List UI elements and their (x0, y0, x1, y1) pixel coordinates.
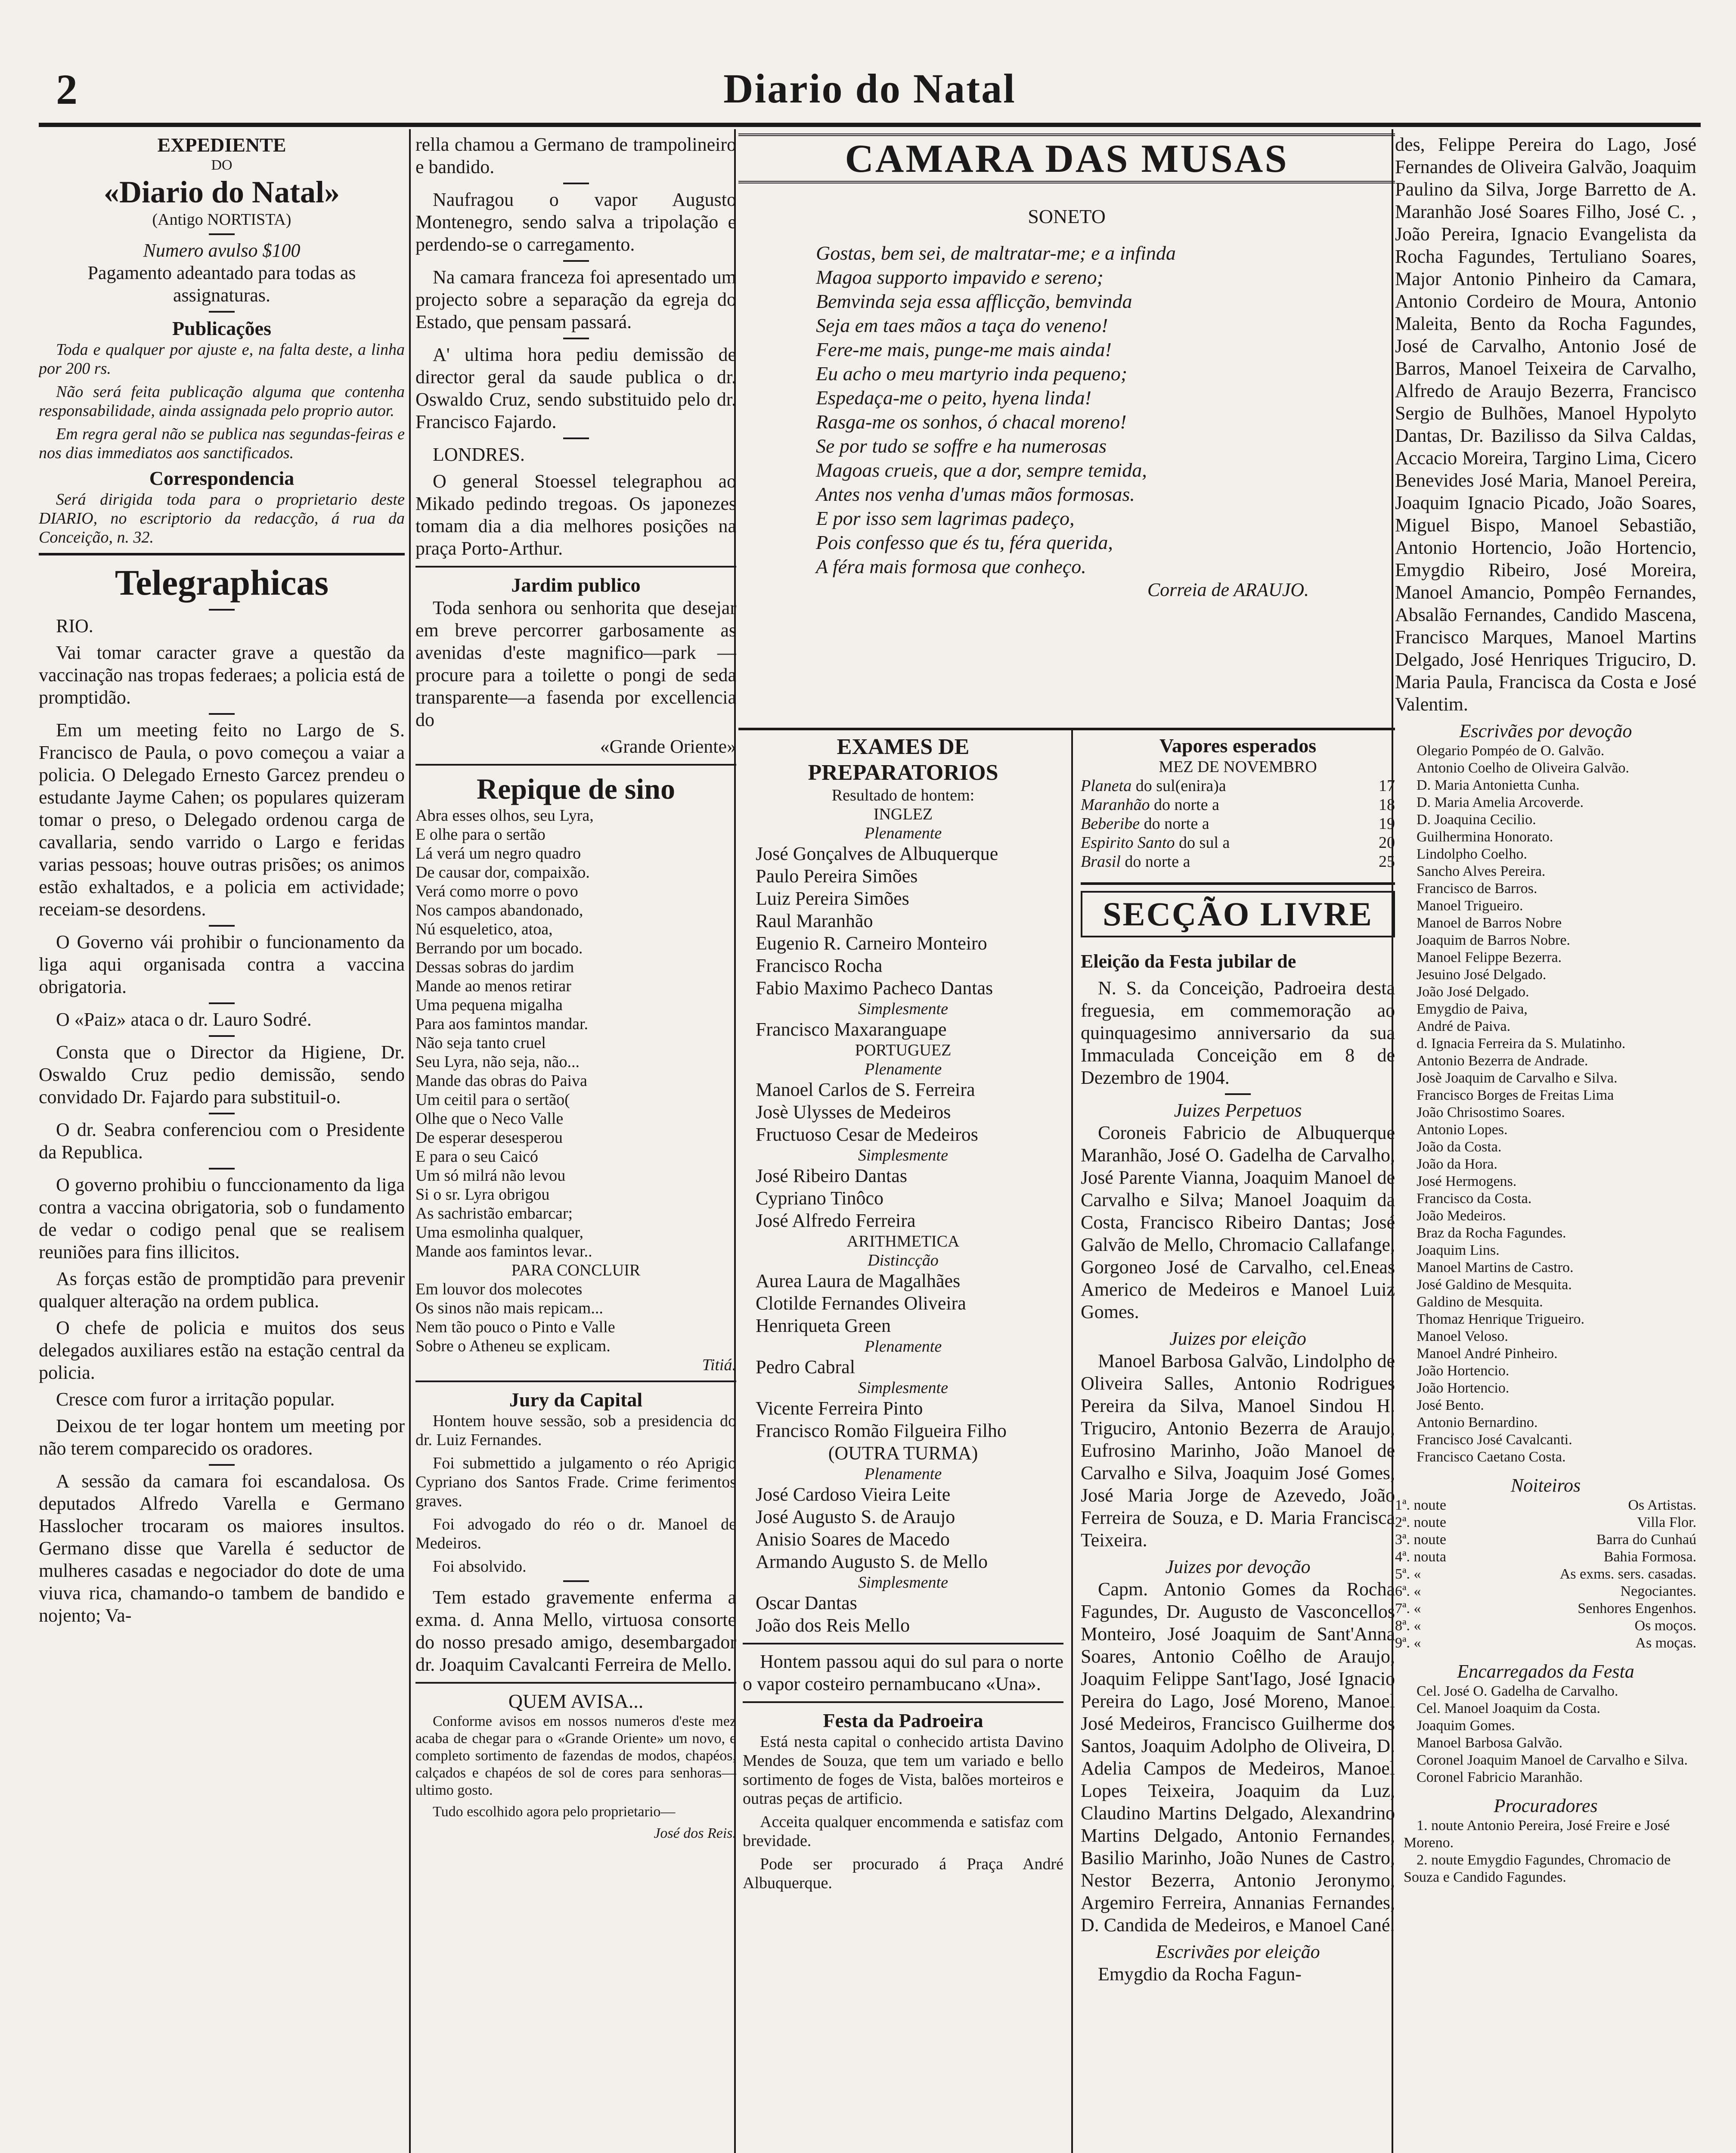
section-rule (415, 1682, 736, 1684)
vapor-ship: Beberibe (1081, 815, 1140, 833)
divider (209, 1464, 235, 1466)
list-item: 2. noute Emygdio Fagundes, Chromacio de Souza e Candido Fagundes. (1404, 1852, 1671, 1885)
column-2 (415, 133, 736, 2153)
column-1 (39, 133, 405, 2153)
list-item: Braz da Rocha Fagundes. (1417, 1225, 1566, 1241)
article-paragraph: Está nesta capital o conhecido artista Davino Mendes de Souza, que tem um variado e bello sortimento de foges de Vista, balões morteiros e outras peças de artificio. (743, 1733, 1063, 1808)
list-item: Manoel Felippe Bezerra. (1417, 949, 1562, 965)
noite-label: 6ª. « (1395, 1583, 1421, 1599)
noiteiros-list (1395, 1497, 1696, 1652)
signature: José dos Reis. (654, 1825, 736, 1841)
divider (209, 609, 235, 611)
list-item: Guilhermina Honorato. (1417, 829, 1553, 845)
subheading: Encarregados da Festa (1457, 1661, 1634, 1682)
list-item: Thomaz Henrique Trigueiro. (1417, 1311, 1584, 1327)
article-paragraph: N. S. da Conceição, Padroeira desta freguesia, em commemoração ao quinquagesimo anniversario da sua Immaculada Conceição em 8 de Dezembro de 1904. (1081, 977, 1395, 1088)
article-paragraph: A sessão da camara foi escandalosa. Os deputados Alfredo Varella e Germano Hasslocher trocaram os maiores insultos. Germano disse que Varella é seductor de mulheres casadas e negociador do dote de uma viuva rica, chamando-o tambem de bandido e nojento; Va- (39, 1470, 405, 1626)
grade-label: Plenamente (864, 824, 942, 842)
list-item: Jesuino José Delgado. (1417, 967, 1547, 983)
article-paragraph: Em um meeting feito no Largo de S. Francisco de Paula, o povo começou a vaiar a policia. O Delegado Ernesto Garcez prendeu o estudante Jayme Cahen; os populares quizeram tomar o preso, o Delegado ordenou carga de cavallaria, sendo varrido o Largo e feridas varias pessoas; houve outras prisões; os animos estão exhaltados, e a policia em actividade; receiam-se desordens. (39, 720, 405, 920)
list-item: Francisco Rocha (756, 955, 883, 976)
list-item: Armando Augusto S. de Mello (756, 1551, 988, 1572)
festa-heading: Festa da Padroeira (823, 1709, 983, 1731)
list-item: Coronel Fabricio Maranhão. (1417, 1769, 1583, 1785)
list-item: João Hortencio. (1417, 1363, 1510, 1379)
list-item: Aurea Laura de Magalhães (756, 1270, 961, 1291)
telegraphicas-heading: Telegraphicas (115, 563, 329, 603)
list-item: Manoel Barbosa Galvão. (1417, 1735, 1562, 1751)
noite-label: 8ª. « (1395, 1618, 1421, 1634)
list-item: Francisco da Costa. (1417, 1191, 1532, 1207)
list-item: Fabio Maximo Pacheco Dantas (756, 977, 993, 999)
list-item: Manoel Martins de Castro. (1417, 1260, 1574, 1275)
antigo-label: (Antigo NORTISTA) (152, 211, 291, 229)
section-rule (415, 1381, 736, 1382)
name-list (743, 1270, 1063, 1337)
poem-stanza: Dessas sobras do jardim Mande ao menos retirar Uma pequena migalha Para aos famintos mandar. (415, 958, 589, 1033)
jury-heading: Jury da Capital (509, 1389, 643, 1411)
vapor-ship: Brasil (1081, 853, 1121, 871)
noiteiro-row (1395, 1531, 1696, 1548)
vapor-route: do norte a (1140, 815, 1209, 833)
list-item: 1. noute Antonio Pereira, José Freire e José Moreno. (1404, 1818, 1670, 1851)
para-concluir: PARA CONCLUIR (511, 1261, 641, 1279)
repique-poem (415, 806, 736, 1374)
list-item: Henriqueta Green (756, 1315, 891, 1336)
divider (209, 713, 235, 715)
mez-label: MEZ DE NOVEMBRO (1159, 758, 1317, 776)
subheading: Juizes por devoção (1165, 1556, 1311, 1577)
numero-avulso: Numero avulso $100 (143, 240, 301, 261)
list-item: João Medeiros. (1417, 1208, 1506, 1224)
article-paragraph: Hontem houve sessão, sob a presidencia do dr. Luiz Fernandes. (415, 1412, 736, 1449)
list-item: Emygdio de Paiva, (1417, 1001, 1528, 1017)
list-item: José Cardoso Vieira Leite (756, 1484, 951, 1505)
noiteiro-row (1395, 1635, 1696, 1652)
column-3b (1081, 734, 1395, 2153)
poem-stanza: Gostas, bem sei, de maltratar-me; e a infinda Magoa supporto impavido e sereno; Bemvinda seja essa afflicção, bemvinda Seja em taes mãos a taça do veneno! (816, 242, 1176, 336)
vapor-name (1081, 776, 1226, 795)
article-paragraph: Capm. Antonio Gomes da Rocha Fagundes, Dr. Augusto de Vasconcellos Monteiro, José Joaquim de Sant'Anna Soares, Antonio Coêlho de Araujo, Joaquim Felippe Sant'Iago, José Ignacio Pereira do Lago, José Moreno, Manoel José Medeiros, Francisco Guilherme dos Santos, Joaquim Adolpho de Oliveira, D. Adelia Campos de Medeiros, Manoel Lopes Teixeira, Joaquim da Luz, Claudino Martins Delgado, Alexandrino Martins Delgado, Antonio Fernandes, Basilio Marinho, João Nunes de Castro, Nestor Bezerra, Antonio Jeronymo, Argemiro Ferreira, Annanias Fernandes, D. Candida de Medeiros, e Manoel Cané. (1081, 1579, 1395, 1936)
article-paragraph: Tudo escolhido agora pelo proprietario— (433, 1804, 676, 1820)
resultado-label: Resultado de hontem: (831, 786, 975, 804)
grade-label: Plenamente (864, 1337, 942, 1356)
list-item: José Bento. (1417, 1397, 1484, 1413)
masthead-rule (39, 123, 1701, 127)
vapor-row (1081, 795, 1395, 814)
section-rule (743, 1701, 1063, 1703)
section-rule (1081, 882, 1395, 885)
divider (209, 311, 235, 313)
list-item: Olegario Pompéo de O. Galvão. (1417, 743, 1605, 759)
subject-label: ARITHMETICA (846, 1232, 960, 1250)
list-item: D. Joaquina Cecilio. (1417, 812, 1536, 828)
divider (563, 1580, 589, 1582)
grade-label: Distincção (868, 1251, 939, 1269)
list-item: Antonio Lopes. (1417, 1122, 1508, 1138)
list-item: Francisco José Cavalcanti. (1417, 1432, 1572, 1448)
noiteiro-name: Villa Flor. (1637, 1514, 1696, 1530)
noiteiro-name: Senhores Engenhos. (1578, 1601, 1696, 1616)
vapor-name (1081, 795, 1219, 814)
noite-label: 2ª. noute (1395, 1514, 1446, 1530)
poem-stanza: Olhe que o Neco Valle De esperar desesperou E para o seu Caicó Um só milrá não levou (415, 1110, 566, 1185)
jardim-heading: Jardim publico (511, 574, 641, 596)
article-paragraph: Acceita qualquer encommenda e satisfaz com brevidade. (743, 1813, 1063, 1850)
vapor-route: do sul a (1175, 834, 1230, 852)
quem-avisa-heading: QUEM AVISA... (508, 1690, 644, 1712)
vapor-row (1081, 833, 1395, 852)
list-item: Pedro Cabral (756, 1356, 855, 1377)
camara-das-musas-heading: CAMARA DAS MUSAS (738, 133, 1395, 183)
section-rule (738, 728, 1395, 730)
list-item: Joaquim Lins. (1417, 1242, 1500, 1258)
column-rule (409, 129, 411, 2153)
divider (209, 1002, 235, 1004)
list-item: José Ribeiro Dantas (756, 1165, 907, 1186)
list-item: Clotilde Fernandes Oliveira (756, 1293, 966, 1314)
divider (1225, 1093, 1251, 1095)
poem-stanza: Verá como morre o povo Nos campos abandonado, Nú esqueletico, atoa, Berrando por um bocado. (415, 882, 583, 957)
name-list (743, 1018, 1063, 1041)
vapor-route: do norte a (1120, 853, 1190, 871)
article-paragraph: rella chamou a Germano de trampolineiro e bandido. (415, 134, 736, 177)
article-paragraph: Consta que o Director da Higiene, Dr. Oswaldo Cruz pedio demissão, sendo convidado Dr. Fajardo para substituil-o. (39, 1042, 405, 1108)
poem-stanza: Se por tudo se soffre e ha numerosas Magoas crueis, que a dor, sempre temida, Antes nos venha d'umas mãos formosas. (816, 435, 1147, 505)
article-paragraph: Na camara franceza foi apresentado um projecto sobre a separação da egreja do Estado, que pensam passará. (415, 267, 736, 332)
noiteiro-row (1395, 1514, 1696, 1531)
article-paragraph: Tem estado gravemente enferma a exma. d. Anna Mello, virtuosa consorte do nosso presado amigo, desembargador dr. Joaquim Cavalcanti Ferreira de Mello. (415, 1587, 736, 1675)
seccao-livre-heading: SECÇÃO LIVRE (1081, 891, 1395, 937)
noiteiro-row (1395, 1548, 1696, 1566)
section-rule (743, 1643, 1063, 1644)
paper-name: «Diario do Natal» (104, 175, 340, 209)
name-list (743, 1079, 1063, 1146)
dateline: LONDRES. (433, 444, 525, 465)
list-item: João Hortencio. (1417, 1380, 1510, 1396)
list-item: Anisio Soares de Macedo (756, 1529, 950, 1550)
list-item: João dos Reis Mello (756, 1615, 910, 1636)
soneto-heading: SONETO (1028, 205, 1106, 227)
vapor-ship: Planeta (1081, 777, 1132, 795)
subject-label: INGLEZ (873, 805, 933, 823)
list-item: Francisco Romão Filgueira Filho (756, 1420, 1007, 1441)
subheading: Escrivães por eleição (1156, 1941, 1320, 1962)
grade-label: Simplesmente (858, 1573, 948, 1591)
vapor-row (1081, 776, 1395, 795)
newspaper-title: Diario do Natal (723, 65, 1016, 112)
page-number: 2 (56, 65, 78, 113)
list-item: D. Maria Amelia Arcoverde. (1417, 794, 1584, 810)
list-item: João Chrisostimo Soares. (1417, 1104, 1565, 1120)
publicacoes-text: Toda e qualquer por ajuste e, na falta deste, a linha por 200 rs. (39, 341, 405, 378)
article-paragraph: Foi submettido a julgamento o réo Aprigio Cypriano dos Santos Frade. Crime ferimentos graves. (415, 1454, 736, 1510)
list-item: Sancho Alves Pereira. (1417, 863, 1546, 879)
divider (209, 925, 235, 927)
noite-label: 7ª. « (1395, 1601, 1421, 1616)
noiteiro-row (1395, 1617, 1696, 1635)
article-paragraph: O Governo vái prohibir o funcionamento da liga aqui organisada contra a vaccina obrigatoria. (39, 931, 405, 997)
subheading: Escrivães por devoção (1459, 720, 1632, 741)
article-paragraph: A' ultima hora pediu demissão de director geral da saude publica o dr. Oswaldo Cruz, sendo substituido pelo dr. Francisco Fajardo. (415, 344, 736, 432)
noiteiro-name: As moças. (1635, 1635, 1696, 1651)
vapor-name (1081, 852, 1190, 871)
grade-label: Simplesmente (858, 1146, 948, 1164)
list-item: D. Maria Antonietta Cunha. (1417, 777, 1580, 793)
article-paragraph: Cresce com furor a irritação popular. (56, 1389, 335, 1410)
noiteiro-row (1395, 1583, 1696, 1600)
noite-label: 3ª. noute (1395, 1532, 1446, 1548)
section-rule (39, 553, 405, 555)
vapor-name (1081, 814, 1209, 833)
name-list (743, 1356, 1063, 1378)
noite-label: 5ª. « (1395, 1566, 1421, 1582)
list-item: Antonio Bezerra de Andrade. (1417, 1053, 1588, 1069)
article-paragraph: O «Paiz» ataca o dr. Lauro Sodré. (56, 1009, 312, 1030)
list-item: Paulo Pereira Simões (756, 866, 918, 887)
poem-stanza: E por isso sem lagrimas padeço, Pois confesso que és tu, féra querida, A féra mais formosa que conheço. (816, 507, 1113, 577)
name-list (743, 1592, 1063, 1637)
correspondencia-heading: Correspondencia (149, 467, 294, 489)
vapor-day: 25 (1379, 853, 1395, 871)
list-item: Manoel André Pinheiro. (1417, 1346, 1558, 1362)
exames-heading: EXAMES DE PREPARATORIOS (808, 735, 998, 785)
masthead (39, 65, 1701, 125)
noiteiro-row (1395, 1600, 1696, 1617)
vapor-day: 19 (1379, 815, 1395, 833)
divider (209, 1113, 235, 1114)
noite-label: 1ª. noute (1395, 1497, 1446, 1513)
list-item: Antonio Bernardino. (1417, 1415, 1538, 1430)
article-paragraph: Foi absolvido. (433, 1557, 527, 1576)
divider (209, 1168, 235, 1170)
divider (209, 233, 235, 235)
vapores-heading: Vapores esperados (1159, 735, 1317, 757)
article-paragraph: O general Stoessel telegraphou ao Mikado pedindo tregoas. Os japonezes tomam dia a dia melhores posições na praça Porto-Arthur. (415, 471, 736, 559)
poem-stanza: Abra esses olhos, seu Lyra, E olhe para o sertão Lá verá um negro quadro De causar dor, compaixão. (415, 807, 594, 881)
list-item: Luiz Pereira Simões (756, 888, 909, 909)
vapor-day: 18 (1379, 796, 1395, 814)
list-item: Lindolpho Coelho. (1417, 846, 1527, 862)
list-item: José Augusto S. de Araujo (756, 1506, 955, 1527)
list-item: Manoel Veloso. (1417, 1328, 1508, 1344)
noiteiro-name: Bahia Formosa. (1603, 1549, 1696, 1565)
article-paragraph: O dr. Seabra conferenciou com o Presidente da Republica. (39, 1119, 405, 1163)
article-paragraph: Hontem passou aqui do sul para o norte o vapor costeiro pernambucano «Una». (743, 1651, 1063, 1694)
soneto-poem (738, 241, 1395, 579)
publicacoes-text: Em regra geral não se publica nas segundas-feiras e nos dias immediatos aos sanctificados. (39, 425, 405, 462)
list-item: Francisco de Barros. (1417, 881, 1538, 897)
list-item: Cel. José O. Gadelha de Carvalho. (1417, 1683, 1618, 1699)
subheading: Juizes Perpetuos (1174, 1100, 1302, 1121)
vapor-route: do sul(enira)a (1132, 777, 1226, 795)
list-item: André de Paiva. (1417, 1018, 1511, 1034)
subheading: Juizes por eleição (1169, 1328, 1306, 1349)
list-item: d. Ignacia Ferreira da S. Mulatinho. (1417, 1036, 1626, 1052)
divider (563, 183, 589, 184)
noite-label: 4ª. nouta (1395, 1549, 1446, 1565)
list-item: Cypriano Tinôco (756, 1188, 884, 1209)
section-rule (415, 764, 736, 766)
article-paragraph: Vai tomar caracter grave a questão da vaccinação nas tropas federaes; a policia está de promptidão. (39, 642, 405, 708)
vapor-ship: Maranhão (1081, 796, 1150, 814)
vapor-day: 17 (1379, 777, 1395, 795)
poem-stanza: Não seja tanto cruel Seu Lyra, não seja, não... Mande das obras do Paiva Um ceitil para o sertão( (415, 1034, 587, 1109)
list-item: Antonio Coelho de Oliveira Galvão. (1417, 760, 1629, 776)
poem-stanza: Em louvor dos molecotes Os sinos não mais repicam... Nem tão pouco o Pinto e Valle Sobre o Atheneu se explicam. (415, 1280, 615, 1355)
divider (563, 338, 589, 339)
list-item: João José Delgado. (1417, 984, 1529, 1000)
publicacoes-text: Não será feita publicação alguma que contenha responsabilidade, ainda assignada pelo proprio autor. (39, 383, 405, 420)
dateline: RIO. (56, 615, 93, 636)
list-item: João da Costa. (1417, 1139, 1502, 1155)
noiteiro-name: Barra do Cunhaú (1596, 1532, 1696, 1548)
list-item: Manoel de Barros Nobre (1417, 915, 1562, 931)
list-item: Cel. Manoel Joaquim da Costa. (1417, 1700, 1600, 1716)
name-list (743, 1165, 1063, 1232)
name-list (1395, 742, 1696, 1466)
name-list (743, 1483, 1063, 1573)
article-paragraph: Naufragou o vapor Augusto Montenegro, sendo salva a tripolação e perdendo-se o carregamento. (415, 189, 736, 255)
name-list (743, 843, 1063, 999)
column-4 (1395, 133, 1696, 2153)
pagamento-text: Pagamento adeantado para todas as assignaturas. (87, 262, 356, 306)
grade-label: Plenamente (864, 1060, 942, 1078)
list-item: Joaquim Gomes. (1417, 1718, 1515, 1734)
article-paragraph: Manoel Barbosa Galvão, Lindolpho de Oliveira Salles, Antonio Rodrigues Pereira da Silva, Manoel Sindou H. Triguciro, Antonio Bezerra de Araujo, Eufrosino Marinho, João Manoel de Carvalho e Silva, Joaquim José Gomes, José Maria Jorge de Azevedo, João Ferreira de Souza, e D. Maria Francisca Teixeira. (1081, 1350, 1395, 1551)
publicacoes-heading: Publicações (172, 317, 271, 339)
divider (209, 1035, 235, 1037)
list-item: Vicente Ferreira Pinto (756, 1398, 923, 1419)
correspondencia-text: Será dirigida toda para o proprietario deste DIARIO, no escriptorio da redacção, á rua da Conceição, n. 32. (39, 490, 405, 546)
article-paragraph: Toda senhora ou senhorita que desejar em breve percorrer garbosamente as avenidas d'este magnifico—park — procure para a toilette o pongi de seda transparente—a fasenda por excellencia do (415, 597, 736, 730)
vapor-ship: Espirito Santo (1081, 834, 1175, 852)
poem-stanza: Fere-me mais, punge-me mais ainda! Eu acho o meu martyrio inda pequeno; Espedaça-me o peito, hyena linda! Rasga-me os sonhos, ó chacal moreno! (816, 338, 1128, 433)
vapor-row (1081, 852, 1395, 871)
list-item: Manoel Trigueiro. (1417, 898, 1523, 914)
article-paragraph: Emygdio da Rocha Fagun- (1098, 1964, 1302, 1985)
poem-signature: Titiá. (702, 1356, 736, 1374)
section-rule (415, 566, 736, 568)
vapores-list (1081, 776, 1395, 871)
list-item: Fructuoso Cesar de Medeiros (756, 1124, 978, 1145)
list-item: João da Hora. (1417, 1156, 1497, 1172)
list-item: Coronel Joaquim Manoel de Carvalho e Silva. (1417, 1752, 1688, 1768)
list-item: Joaquim de Barros Nobre. (1417, 932, 1570, 948)
list-item: Galdino de Mesquita. (1417, 1294, 1543, 1310)
poem-stanza: Si o sr. Lyra obrigou As sachristão embarcar; Uma esmolinha qualquer, Mande aos famintos levar.. (415, 1185, 592, 1260)
list-item: Josè Joaquim de Carvalho e Silva. (1417, 1070, 1618, 1086)
list-item: Manoel Carlos de S. Ferreira (756, 1079, 975, 1100)
eleicao-heading: Eleição da Festa jubilar de (1081, 951, 1296, 972)
noiteiro-row (1395, 1566, 1696, 1583)
list-item: Oscar Dantas (756, 1592, 857, 1613)
article-paragraph: des, Felippe Pereira do Lago, José Fernandes de Oliveira Galvão, Joaquim Paulino da Silva, Jorge Barretto de A. Maranhão José Soares Filho, José C. , João Pereira, Ignacio Evangelista da Rocha Fagundes, Tertuliano Soares, Major Antonio Pinheiro da Camara, Antonio Cordeiro de Moura, Antonio Maleita, Bento da Rocha Fagundes, José de Carvalho, Antonio José de Barros, Manoel Teixeira de Carvalho, Alfredo de Araujo Bezerra, Francisco Sergio de Bulhões, Manoel Hypolyto Dantas, Dr. Bazilisso da Silva Caldas, Accacio Moreira, Targino Lima, Cicero Benevides José Maria, Manoel Pereira, Joaquim Ignacio Picado, João Soares, Miguel Bispo, Manoel Sebastião, Antonio Hortencio, João Hortencio, Emygdio Ribeiro, José Moreira, Manoel Amancio, Pompêo Fernandes, Absalão Fernandes, Candido Mascena, Francisco Marques, Manoel Martins Delgado, José Henriques Triguciro, D. Maria Paula, Francisca da Costa e José Valentim. (1395, 134, 1696, 715)
article-paragraph: Deixou de ter logar hontem um meeting por não terem comparecido os oradores. (39, 1415, 405, 1459)
vapor-day: 20 (1379, 834, 1395, 852)
article-paragraph: Coroneis Fabricio de Albuquerque Maranhão, José O. Gadelha de Carvalho, José Parente Vianna, Joaquim Manoel de Carvalho e Silva; Manoel Joaquim da Costa, Francisco Ribeiro Dantas; José Galvão de Mello, Chromacio Callafange, Gorgoneo José de Carvalho, cel.Eneas Americo de Medeiros e Manoel Luiz Gomes. (1081, 1122, 1395, 1322)
expediente-heading: EXPEDIENTE (157, 134, 286, 156)
list-item: José Alfredo Ferreira (756, 1210, 916, 1231)
list-item: Francisco Borges de Freitas Lima (1417, 1087, 1614, 1103)
article-paragraph: O governo prohibiu o funccionamento da liga contra a vaccina obrigatoria, sob o fundamento de vedar o codigo penal que se realisem reuniões para fins illicitos. (39, 1174, 405, 1263)
list-item: José Gonçalves de Albuquerque (756, 843, 998, 864)
name-list (743, 1397, 1063, 1442)
subheading: Procuradores (1494, 1795, 1598, 1816)
noiteiro-name: Os moços. (1634, 1618, 1696, 1634)
grade-label: Simplesmente (858, 1379, 948, 1397)
list-item: José Galdino de Mesquita. (1417, 1277, 1572, 1293)
article-paragraph: O chefe de policia e muitos dos seus delegados auxiliares estão na estação central da policia. (39, 1317, 405, 1383)
name-list (1395, 1817, 1696, 1886)
noiteiro-name: Os Artistas. (1628, 1497, 1696, 1513)
repique-heading: Repique de sino (477, 772, 675, 805)
grade-label: Simplesmente (858, 1000, 948, 1018)
article-paragraph: Foi advogado do réo o dr. Manoel de Medeiros. (415, 1515, 736, 1552)
list-item: Francisco Maxaranguape (756, 1019, 947, 1040)
divider (563, 260, 589, 262)
list-item: José Hermogens. (1417, 1173, 1517, 1189)
column-3a (743, 734, 1063, 2153)
name-list (1395, 1683, 1696, 1786)
list-item: Eugenio R. Carneiro Monteiro (756, 933, 987, 954)
noite-label: 9ª. « (1395, 1635, 1421, 1651)
outra-turma-label: (OUTRA TURMA) (828, 1443, 978, 1464)
article-paragraph: Conforme avisos em nossos numeros d'este mez acaba de chegar para o «Grande Oriente» um novo, e completo sortimento de fazendas de modos, chapéos, calçados e chapéos de sol de cores para senhoras—ultimo gosto. (415, 1713, 736, 1798)
article-paragraph: As forças estão de promptidão para prevenir qualquer alteração na ordem publica. (39, 1268, 405, 1312)
vapor-name (1081, 833, 1230, 852)
noiteiro-name: Negociantes. (1620, 1583, 1696, 1599)
list-item: Raul Maranhão (756, 910, 873, 931)
article-paragraph: Pode ser procurado á Praça André Albuquerque. (743, 1855, 1063, 1892)
vapor-route: do norte a (1150, 796, 1219, 814)
list-item: Francisco Caetano Costa. (1417, 1449, 1566, 1465)
list-item: Josè Ulysses de Medeiros (756, 1101, 951, 1123)
column-rule (1071, 730, 1073, 2153)
divider (563, 437, 589, 439)
vapor-row (1081, 814, 1395, 833)
noiteiro-row (1395, 1497, 1696, 1514)
subheading: Noiteiros (1510, 1475, 1581, 1496)
poem-author: Correia de ARAUJO. (1147, 579, 1309, 600)
column-3-top (738, 133, 1395, 728)
grade-label: Plenamente (864, 1465, 942, 1483)
subject-label: PORTUGUEZ (855, 1041, 952, 1059)
noiteiro-name: As exms. sers. casadas. (1559, 1566, 1696, 1582)
grande-oriente: «Grande Oriente» (600, 736, 736, 757)
do-label: DO (211, 157, 232, 173)
